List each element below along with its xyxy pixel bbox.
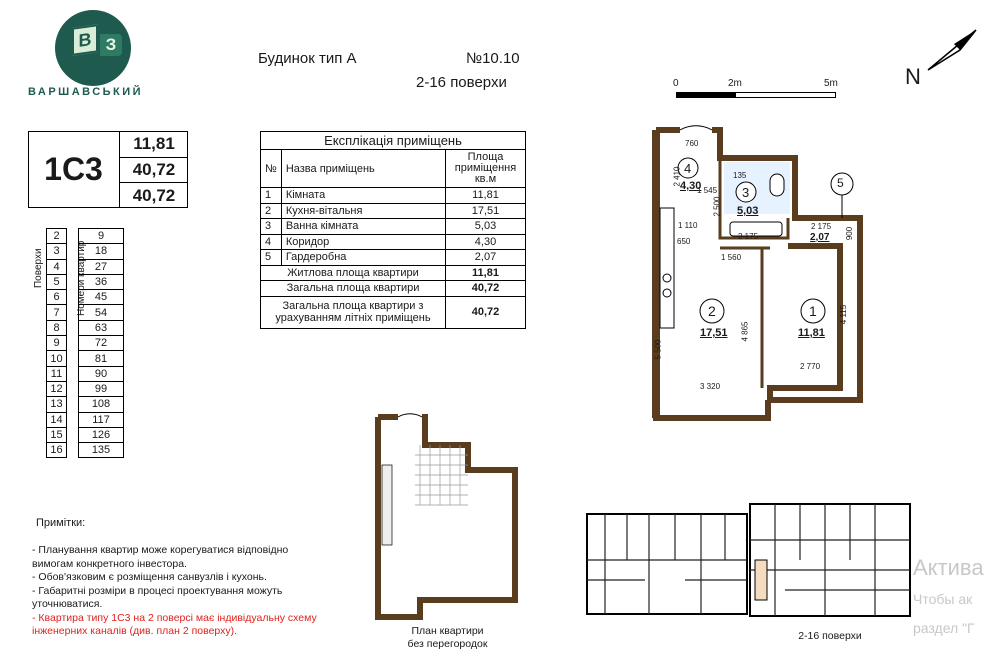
north-label: N <box>905 64 921 89</box>
apartment-number: 9 <box>79 229 124 244</box>
logo-letter-v: В <box>72 24 98 56</box>
total-value: 40,72 <box>446 296 526 328</box>
floor-row <box>47 244 124 259</box>
floor-number: 6 <box>47 290 67 305</box>
plan-room-area: 2,07 <box>810 232 830 243</box>
floor-row <box>47 290 124 305</box>
floor-number: 14 <box>47 412 67 427</box>
apartment-number: 135 <box>79 443 124 458</box>
floor-gap <box>67 274 79 289</box>
floor-gap <box>67 412 79 427</box>
logo-name: ВАРШАВСЬКИЙ <box>28 86 144 98</box>
scale-mid: 2m <box>728 78 742 89</box>
explication-table <box>260 131 526 329</box>
watermark-line3: раздел "Г <box>913 620 975 636</box>
floor-gap <box>67 320 79 335</box>
plan-room-area: 11,81 <box>798 327 825 339</box>
header-num: № <box>261 150 282 188</box>
apartment-number: 63 <box>79 320 124 335</box>
floor-row <box>47 381 124 396</box>
apartment-number: 36 <box>79 274 124 289</box>
floors-table <box>46 228 124 458</box>
room-area: 17,51 <box>446 203 526 219</box>
floor-number: 10 <box>47 351 67 366</box>
floor-gap <box>67 244 79 259</box>
plan-dim: 650 <box>677 237 691 246</box>
total-row <box>261 296 526 328</box>
plan-dim: 135 <box>733 171 747 180</box>
plan-dim: 5 500 <box>653 339 663 360</box>
floor-row <box>47 336 124 351</box>
scale-bar-filled <box>676 92 736 98</box>
room-num: 3 <box>261 219 282 235</box>
floor-number: 15 <box>47 427 67 442</box>
floor-gap <box>67 381 79 396</box>
room-area: 5,03 <box>446 219 526 235</box>
room-area: 11,81 <box>446 188 526 204</box>
floor-gap <box>67 336 79 351</box>
floors-range: 2-16 поверхи <box>416 74 507 91</box>
plan-room-num: 5 <box>837 176 844 190</box>
floor-row <box>47 366 124 381</box>
room-name: Ванна кімната <box>281 219 445 235</box>
plan-room-area: 17,51 <box>700 327 728 339</box>
building-type: Будинок тип А <box>258 50 357 67</box>
room-area: 4,30 <box>446 234 526 250</box>
floor-gap <box>67 229 79 244</box>
total-row <box>261 265 526 281</box>
plan-dim: 2 770 <box>800 362 821 371</box>
apartments-label: Номери квартир <box>76 240 87 316</box>
floor-row <box>47 229 124 244</box>
room-name: Гардеробна <box>281 250 445 266</box>
notes-title: Примітки: <box>36 517 86 529</box>
floor-gap <box>67 259 79 274</box>
total-label: Житлова площа квартири <box>261 265 446 281</box>
floor-gap <box>67 305 79 320</box>
floor-number: 13 <box>47 397 67 412</box>
apartment-number: 18 <box>79 244 124 259</box>
total-label: Загальна площа квартири з урахуванням літніх приміщень <box>261 296 446 328</box>
floor-number: 2 <box>47 229 67 244</box>
total-area-value: 40,72 <box>132 160 176 179</box>
floor-row <box>47 320 124 335</box>
table-row <box>261 250 526 266</box>
section-number: №10.10 <box>466 50 520 67</box>
plan-dim: 760 <box>685 139 699 148</box>
apartment-number: 90 <box>79 366 124 381</box>
room-num: 1 <box>261 188 282 204</box>
living-area-value: 11,81 <box>133 134 175 153</box>
total-value: 40,72 <box>446 281 526 297</box>
plan-room-num: 3 <box>742 185 750 200</box>
plan-room-num: 1 <box>809 303 817 319</box>
apartment-type-code: 1С3 <box>28 131 120 208</box>
caption-plan-line1: План квартири <box>411 625 484 637</box>
note-item: - Обов'язковим є розміщення санвузлів і кухонь. <box>32 571 267 583</box>
floors-label: Поверхи <box>33 248 44 288</box>
apartment-number: 27 <box>79 259 124 274</box>
floor-number: 12 <box>47 381 67 396</box>
room-area: 2,07 <box>446 250 526 266</box>
header-area: Площа приміщення кв.м <box>446 150 526 188</box>
plan-dim: 1 545 <box>697 186 718 195</box>
note-item: - Планування квартир може корегуватися відповідно вимогам конкретного інвестора. <box>32 544 289 570</box>
room-num: 5 <box>261 250 282 266</box>
plan-room-num: 4 <box>684 161 692 176</box>
floor-row <box>47 259 124 274</box>
apartment-number: 108 <box>79 397 124 412</box>
scale-zero: 0 <box>673 78 679 89</box>
floor-gap <box>67 351 79 366</box>
floor-number: 8 <box>47 320 67 335</box>
plan-dim: 4 115 <box>839 304 849 325</box>
total-label: Загальна площа квартири <box>261 281 446 297</box>
apartment-number: 126 <box>79 427 124 442</box>
plan-dim: 3 320 <box>700 382 721 391</box>
floor-row <box>47 274 124 289</box>
plan-room-area: 4,30 <box>680 180 702 192</box>
apartment-number: 117 <box>79 412 124 427</box>
plan-dim: 2 410 <box>672 166 682 187</box>
total-value: 11,81 <box>446 265 526 281</box>
apartment-number: 81 <box>79 351 124 366</box>
floor-gap <box>67 427 79 442</box>
plan-dim: 2 175 <box>811 222 832 231</box>
apartment-number: 99 <box>79 381 124 396</box>
caption-section-floors: 2-16 поверхи <box>798 630 862 642</box>
section-floor-plan <box>585 500 915 625</box>
floor-number: 5 <box>47 274 67 289</box>
floor-gap <box>67 443 79 458</box>
room-name: Кухня-вітальня <box>281 203 445 219</box>
plan-room-area: 5,03 <box>737 205 759 217</box>
plan-dim: 1 110 <box>678 221 698 230</box>
table-row <box>261 219 526 235</box>
floor-row <box>47 427 124 442</box>
caption-plan-line2: без перегородок <box>407 638 488 650</box>
explication-title: Експлікація приміщень <box>261 132 526 150</box>
total-area-summer-value: 40,72 <box>132 186 176 205</box>
plan-dim: 2 175 <box>738 232 759 241</box>
header-name: Назва приміщень <box>281 150 445 188</box>
apartment-number: 45 <box>79 290 124 305</box>
watermark-line1: Актива <box>913 555 984 580</box>
plan-dim: 1 560 <box>721 253 742 262</box>
scale-end: 5m <box>824 78 838 89</box>
compass-arrow-icon <box>920 24 980 74</box>
floor-number: 7 <box>47 305 67 320</box>
total-row <box>261 281 526 297</box>
floor-row <box>47 305 124 320</box>
apartment-floor-plan <box>640 118 880 428</box>
plan-dim: 4 865 <box>740 321 750 342</box>
floor-number: 16 <box>47 443 67 458</box>
table-row <box>261 203 526 219</box>
room-name: Кімната <box>281 188 445 204</box>
apartment-number: 72 <box>79 336 124 351</box>
note-item: - Габаритні розміри в процесі проектування можуть уточнюватися. <box>32 584 283 610</box>
floor-gap <box>67 397 79 412</box>
note-item-red: - Квартира типу 1С3 на 2 поверсі має індивідуальну схему інженерних каналів (див. план 2 поверху). <box>32 611 317 637</box>
table-row <box>261 234 526 250</box>
floor-row <box>47 351 124 366</box>
table-row <box>261 188 526 204</box>
apartment-number: 54 <box>79 305 124 320</box>
room-name: Коридор <box>281 234 445 250</box>
room-num: 4 <box>261 234 282 250</box>
room-num: 2 <box>261 203 282 219</box>
plan-room-num: 2 <box>708 303 716 319</box>
floor-gap <box>67 366 79 381</box>
logo-letter-z: З <box>98 32 124 58</box>
floor-row <box>47 397 124 412</box>
plan-dim: 2 500 <box>712 196 722 217</box>
floor-number: 9 <box>47 336 67 351</box>
floor-number: 4 <box>47 259 67 274</box>
floor-row <box>47 443 124 458</box>
floor-row <box>47 412 124 427</box>
watermark-line2: Чтобы ак <box>913 591 973 607</box>
plan-dim: 900 <box>845 226 855 241</box>
floor-gap <box>67 290 79 305</box>
floor-number: 11 <box>47 366 67 381</box>
floor-number: 3 <box>47 244 67 259</box>
plan-without-partitions <box>370 405 520 620</box>
notes-list <box>32 544 332 639</box>
